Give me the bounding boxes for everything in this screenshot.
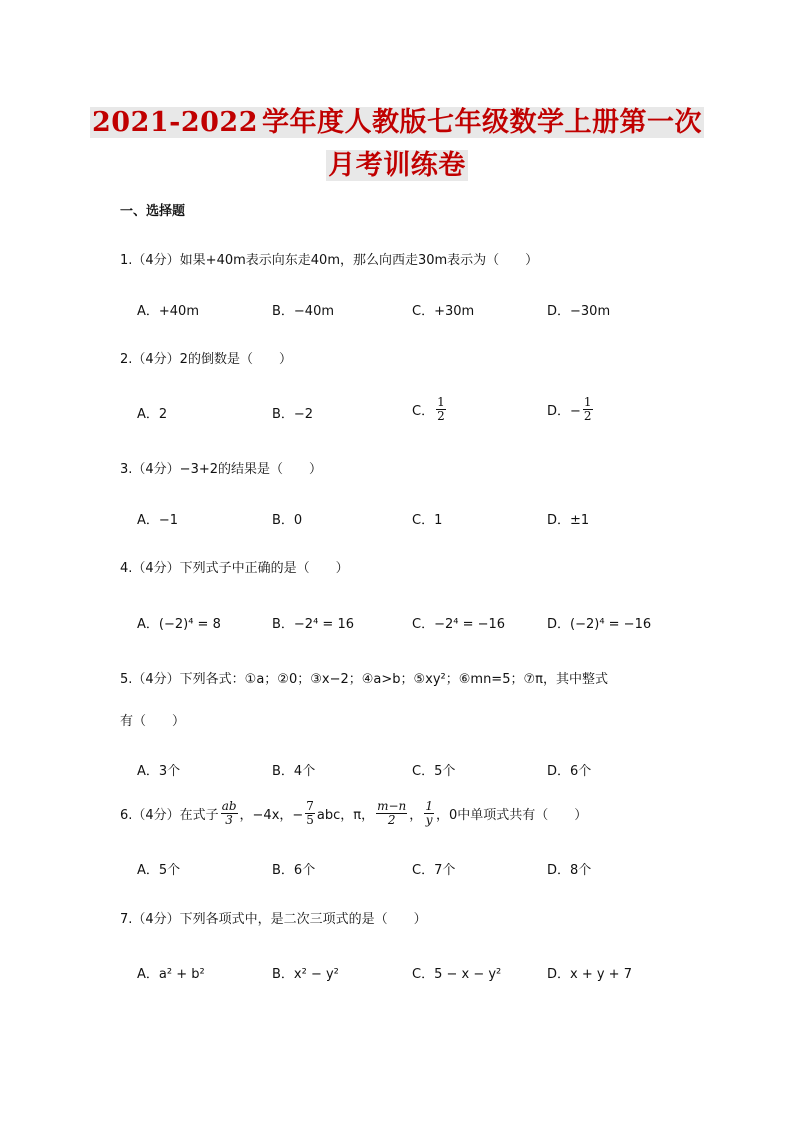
question-3-stem: 3.（4分）−3+2的结果是（ ） — [120, 462, 323, 477]
option-d-label: D．− — [547, 404, 581, 419]
fraction-numerator: ab — [221, 799, 237, 813]
fraction — [436, 396, 446, 423]
option-a: A．a² + b² — [137, 967, 205, 982]
option-d: D．±1 — [547, 513, 590, 528]
fraction-denominator: 3 — [225, 813, 233, 827]
option-a: A．+40m — [137, 304, 199, 319]
option-d: D．(−2)⁴ = −16 — [547, 617, 652, 632]
stem-text: ， — [409, 808, 423, 823]
title-text: 学年度人教版七年级数学上册第一次 — [262, 107, 702, 138]
option-a: A．5个 — [137, 863, 181, 878]
title-text-line2: 月考训练卷 — [328, 150, 466, 181]
option-c: C．−2⁴ = −16 — [412, 617, 506, 632]
question-5-options — [137, 760, 697, 790]
fraction-numerator: 7 — [306, 799, 314, 813]
question-4-options — [137, 613, 697, 643]
document-title-line1 — [0, 100, 794, 139]
fraction-denominator: 2 — [583, 409, 592, 423]
option-a: A．3个 — [137, 764, 181, 779]
question-7-stem: 7.（4分）下列各项式中，是二次三项式的是（ ） — [120, 912, 427, 927]
option-c-label: C． — [412, 404, 435, 419]
option-d: D．6个 — [547, 764, 592, 779]
option-c: C．5 − x − y² — [412, 967, 502, 982]
option-a: A．−1 — [137, 513, 179, 528]
document-title-line2 — [0, 143, 794, 182]
question-5-stem: 5.（4分）下列各式：①a；②0；③x−2；④a>b；⑤xy²；⑥mn=5；⑦π，其中整式 — [120, 672, 608, 687]
fraction-denominator: 2 — [437, 409, 445, 423]
option-c: C．1 — [412, 513, 443, 528]
option-b: B．6个 — [272, 863, 316, 878]
option-c — [412, 396, 448, 423]
option-c: C．7个 — [412, 863, 456, 878]
stem-text: 6.（4分）在式子 — [120, 808, 219, 823]
option-d — [547, 396, 595, 423]
question-2-stem: 2.（4分）2的倒数是（ ） — [120, 352, 292, 367]
fraction-numerator: 1 — [425, 799, 433, 813]
question-7-options — [137, 963, 697, 993]
question-2-options — [137, 396, 697, 426]
question-1-stem: 1.（4分）如果+40m表示向东走40m，那么向西走30m表示为（ ） — [120, 253, 539, 268]
fraction-denominator: 2 — [387, 813, 396, 827]
fraction — [583, 396, 593, 423]
fraction-numerator: 1 — [437, 395, 445, 409]
option-d: D．x + y + 7 — [547, 967, 632, 982]
stem-text: abc，π， — [316, 808, 375, 823]
option-b: B．0 — [272, 513, 303, 528]
option-a: A．(−2)⁴ = 8 — [137, 617, 221, 632]
question-6-stem — [120, 800, 587, 827]
fraction-ab-over-3 — [221, 800, 238, 827]
fraction-7-over-5 — [305, 800, 315, 827]
question-6-options — [137, 859, 697, 889]
fraction-1-over-y — [424, 800, 434, 827]
fraction-numerator: m−n — [377, 799, 407, 813]
stem-text: ，−4x，− — [239, 808, 304, 823]
question-1-options — [137, 300, 697, 330]
option-b: B．4个 — [272, 764, 316, 779]
question-5-stem-continued: 有（ ） — [120, 714, 186, 729]
fraction-denominator: 5 — [306, 813, 314, 827]
question-4-stem: 4.（4分）下列式子中正确的是（ ） — [120, 561, 349, 576]
fraction-m-minus-n-over-2 — [376, 800, 407, 827]
option-b: B．−2 — [272, 407, 314, 422]
option-b: B．x² − y² — [272, 967, 339, 982]
option-d: D．−30m — [547, 304, 611, 319]
title-year: 2021-2022 — [92, 107, 258, 138]
option-d: D．8个 — [547, 863, 592, 878]
option-b: B．−40m — [272, 304, 335, 319]
question-3-options — [137, 509, 697, 539]
option-a: A．2 — [137, 407, 168, 422]
option-b: B．−2⁴ = 16 — [272, 617, 354, 632]
option-c: C．5个 — [412, 764, 456, 779]
fraction-numerator: 1 — [583, 395, 592, 409]
stem-text: ，0中单项式共有（ ） — [435, 808, 588, 823]
section-title: 一、选择题 — [120, 204, 186, 219]
option-c: C．+30m — [412, 304, 475, 319]
fraction-denominator: y — [425, 813, 433, 827]
